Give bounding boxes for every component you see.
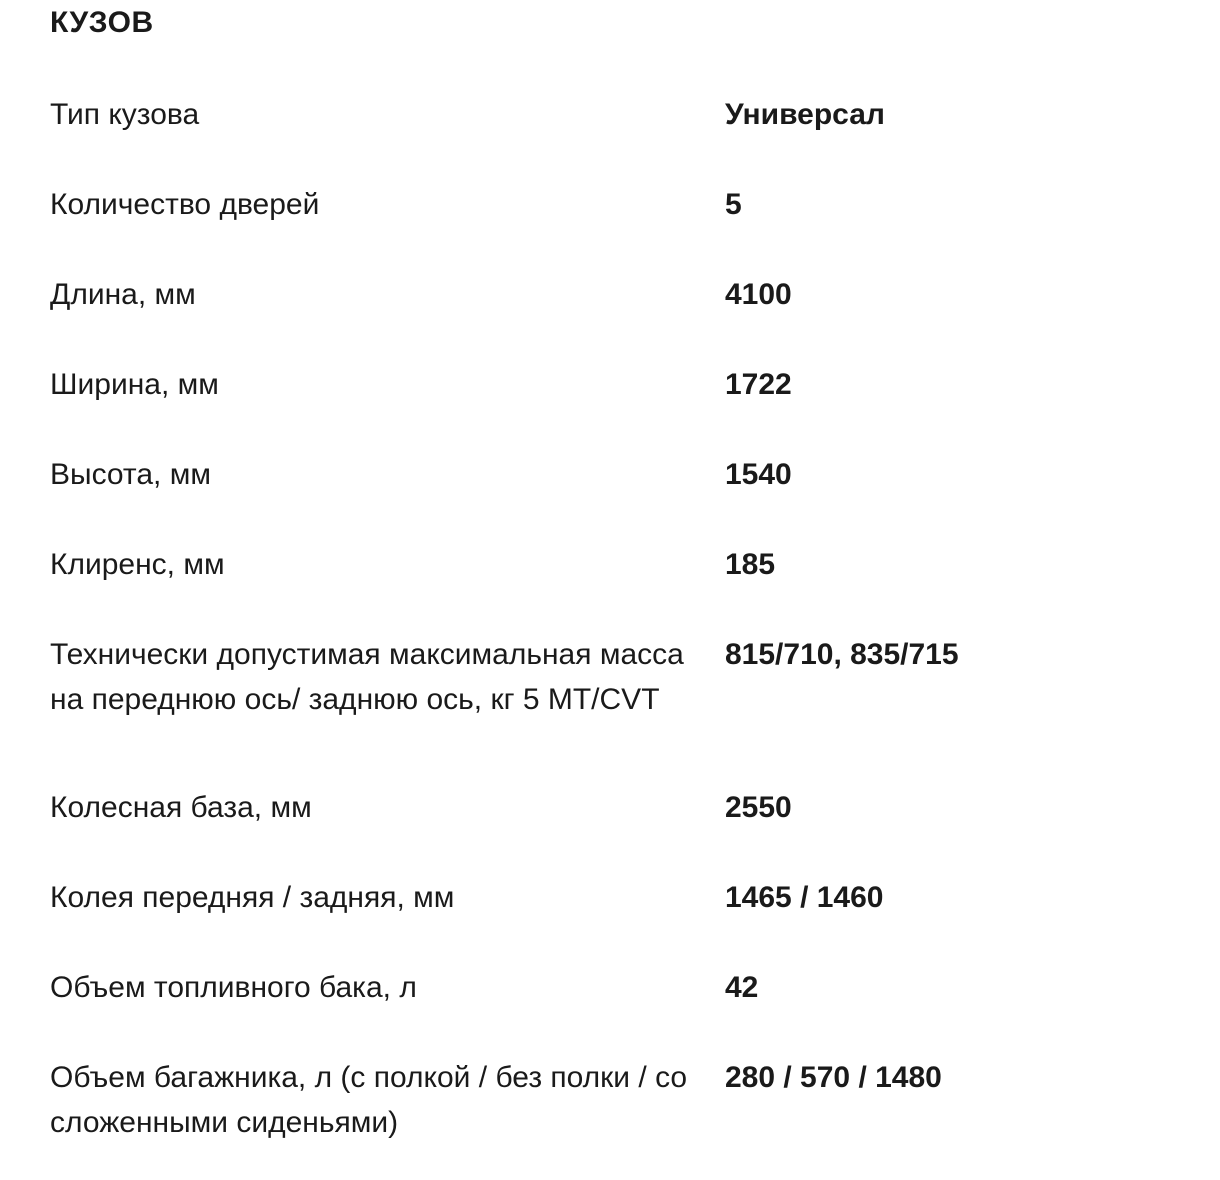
spec-label: Объем багажника, л (с полкой / без полки / со сложенными сиденьями)	[50, 1061, 688, 1139]
spec-label: Колея передняя / задняя, мм	[50, 881, 455, 914]
spec-row-doors	[50, 182, 1170, 272]
spec-row-trunk-volume	[50, 1055, 1170, 1145]
spec-value: 2550	[725, 791, 792, 824]
spec-value: 42	[725, 971, 759, 1004]
spec-row-axle-mass	[50, 632, 1170, 785]
spec-value: Универсал	[725, 98, 885, 131]
spec-row-height	[50, 452, 1170, 542]
spec-label: Длина, мм	[50, 278, 196, 311]
spec-label: Высота, мм	[50, 458, 211, 491]
spec-value: 280 / 570 / 1480	[725, 1061, 942, 1094]
spec-row-width	[50, 362, 1170, 452]
spec-label: Колесная база, мм	[50, 791, 312, 824]
section-title: КУЗОВ	[50, 6, 154, 39]
spec-value: 185	[725, 548, 776, 581]
spec-value: 1540	[725, 458, 792, 491]
spec-label: Технически допустимая максимальная масса на переднюю ось/ заднюю ось, кг 5 MT/CVT	[50, 638, 684, 716]
spec-value: 815/710, 835/715	[725, 638, 959, 671]
spec-value: 5	[725, 188, 742, 221]
spec-value: 1722	[725, 368, 792, 401]
spec-label: Количество дверей	[50, 188, 320, 221]
spec-row-fuel-tank	[50, 965, 1170, 1055]
spec-table	[50, 92, 1170, 1145]
spec-row-wheelbase	[50, 785, 1170, 875]
spec-label: Тип кузова	[50, 98, 200, 131]
spec-label: Объем топливного бака, л	[50, 971, 417, 1004]
spec-row-track	[50, 875, 1170, 965]
spec-label: Клиренс, мм	[50, 548, 225, 581]
spec-row-clearance	[50, 542, 1170, 632]
spec-value: 4100	[725, 278, 792, 311]
spec-row-body-type	[50, 92, 1170, 182]
spec-value: 1465 / 1460	[725, 881, 884, 914]
spec-row-length	[50, 272, 1170, 362]
spec-label: Ширина, мм	[50, 368, 219, 401]
